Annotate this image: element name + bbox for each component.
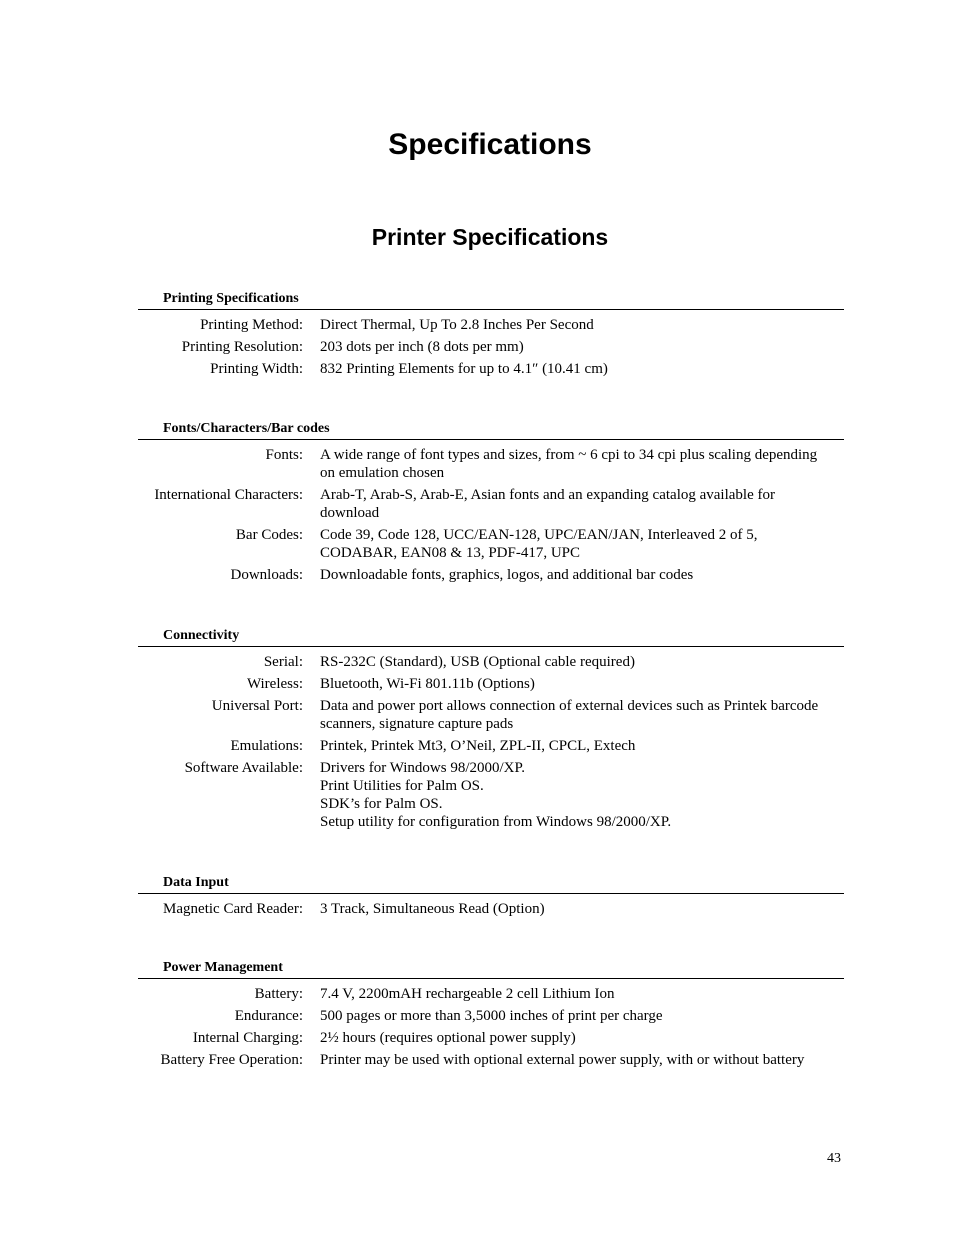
spec-label: Bar Codes: <box>235 527 303 543</box>
spec-label: Emulations: <box>230 738 303 754</box>
spec-value-line: download <box>320 505 380 521</box>
spec-label: Universal Port: <box>211 698 303 714</box>
spec-value-line: 3 Track, Simultaneous Read (Option) <box>320 901 545 917</box>
spec-row <box>138 759 844 831</box>
spec-value <box>320 653 844 671</box>
spec-label: Downloads: <box>230 567 303 583</box>
spec-label: Battery Free Operation: <box>160 1052 303 1068</box>
spec-label: Magnetic Card Reader: <box>163 901 303 917</box>
spec-value-line: Printer may be used with optional external power supply, with or without battery <box>320 1052 805 1068</box>
spec-value-line: Bluetooth, Wi-Fi 801.11b (Options) <box>320 676 535 692</box>
spec-label: Printing Resolution: <box>181 339 303 355</box>
spec-value-line: Downloadable fonts, graphics, logos, and additional bar codes <box>320 567 694 583</box>
spec-value <box>320 1007 844 1025</box>
spec-row <box>138 338 844 356</box>
spec-value-line: 203 dots per inch (8 dots per mm) <box>320 339 524 355</box>
spec-row <box>138 1051 844 1069</box>
spec-row <box>138 486 844 522</box>
spec-section <box>138 419 844 588</box>
spec-value <box>320 737 844 755</box>
spec-value-line: scanners, signature capture pads <box>320 716 514 732</box>
spec-row <box>138 526 844 562</box>
spec-section <box>138 626 844 835</box>
spec-row <box>138 737 844 755</box>
spec-value <box>320 360 844 378</box>
spec-rows <box>138 446 844 584</box>
spec-value-line: Drivers for Windows 98/2000/XP. <box>320 760 525 776</box>
spec-value <box>320 1029 844 1047</box>
spec-label: Serial: <box>263 654 303 670</box>
spec-label: Fonts: <box>265 447 303 463</box>
page-title: Specifications <box>388 128 592 161</box>
spec-value <box>320 900 844 918</box>
spec-value-line: Code 39, Code 128, UCC/EAN-128, UPC/EAN/JAN, Interleaved 2 of 5, <box>320 527 758 543</box>
spec-label: Printing Method: <box>200 317 303 333</box>
spec-value-line: RS-232C (Standard), USB (Optional cable required) <box>320 654 635 670</box>
spec-label: Printing Width: <box>210 361 303 377</box>
spec-section <box>138 958 844 1073</box>
spec-value-line: Printek, Printek Mt3, O’Neil, ZPL-II, CPCL, Extech <box>320 738 636 754</box>
spec-rows <box>138 653 844 831</box>
spec-value-line: 2½ hours (requires optional power supply) <box>320 1030 576 1046</box>
spec-section <box>138 873 844 922</box>
spec-value-line: Print Utilities for Palm OS. <box>320 778 484 794</box>
spec-value <box>320 985 844 1003</box>
spec-row <box>138 675 844 693</box>
spec-value-line: on emulation chosen <box>320 465 445 481</box>
spec-label: Battery: <box>254 986 303 1002</box>
section-heading: Power Management <box>138 958 844 979</box>
spec-value-line: Direct Thermal, Up To 2.8 Inches Per Second <box>320 317 594 333</box>
spec-row <box>138 446 844 482</box>
spec-label: Endurance: <box>234 1008 303 1024</box>
spec-rows <box>138 316 844 378</box>
spec-row <box>138 566 844 584</box>
page-subtitle: Printer Specifications <box>371 224 609 250</box>
section-heading: Data Input <box>138 873 844 894</box>
spec-rows <box>138 985 844 1069</box>
spec-value-line: 832 Printing Elements for up to 4.1″ (10.41 cm) <box>320 361 608 377</box>
spec-value-line: A wide range of font types and sizes, from ~ 6 cpi to 34 cpi plus scaling depending <box>320 447 818 463</box>
spec-value <box>320 566 844 584</box>
spec-row <box>138 653 844 671</box>
spec-value-line: Setup utility for configuration from Windows 98/2000/XP. <box>320 814 672 830</box>
section-heading: Printing Specifications <box>138 289 844 310</box>
spec-rows <box>138 900 844 918</box>
spec-label: Software Available: <box>184 760 303 776</box>
section-heading: Connectivity <box>138 626 844 647</box>
spec-value <box>320 486 844 522</box>
section-heading: Fonts/Characters/Bar codes <box>138 419 844 440</box>
spec-value-line: SDK’s for Palm OS. <box>320 796 443 812</box>
spec-value-line: Data and power port allows connection of external devices such as Printek barcode <box>320 698 819 714</box>
spec-row <box>138 316 844 334</box>
page-number: 43 <box>827 1151 841 1166</box>
spec-value <box>320 316 844 334</box>
spec-value <box>320 697 844 733</box>
spec-value-line: Arab-T, Arab-S, Arab-E, Asian fonts and an expanding catalog available for <box>320 487 775 503</box>
spec-row <box>138 900 844 918</box>
spec-value <box>320 1051 844 1069</box>
spec-row <box>138 697 844 733</box>
spec-label: International Characters: <box>154 487 303 503</box>
spec-value <box>320 675 844 693</box>
spec-value-line: 500 pages or more than 3,5000 inches of print per charge <box>320 1008 663 1024</box>
spec-value <box>320 759 844 831</box>
spec-row <box>138 985 844 1003</box>
spec-value-line: 7.4 V, 2200mAH rechargeable 2 cell Lithium Ion <box>320 986 615 1002</box>
spec-value <box>320 526 844 562</box>
spec-label: Internal Charging: <box>192 1030 303 1046</box>
spec-row <box>138 360 844 378</box>
spec-row <box>138 1007 844 1025</box>
spec-value <box>320 338 844 356</box>
spec-row <box>138 1029 844 1047</box>
spec-section <box>138 289 844 382</box>
spec-label: Wireless: <box>246 676 303 692</box>
spec-value-line: CODABAR, EAN08 & 13, PDF-417, UPC <box>320 545 581 561</box>
spec-value <box>320 446 844 482</box>
